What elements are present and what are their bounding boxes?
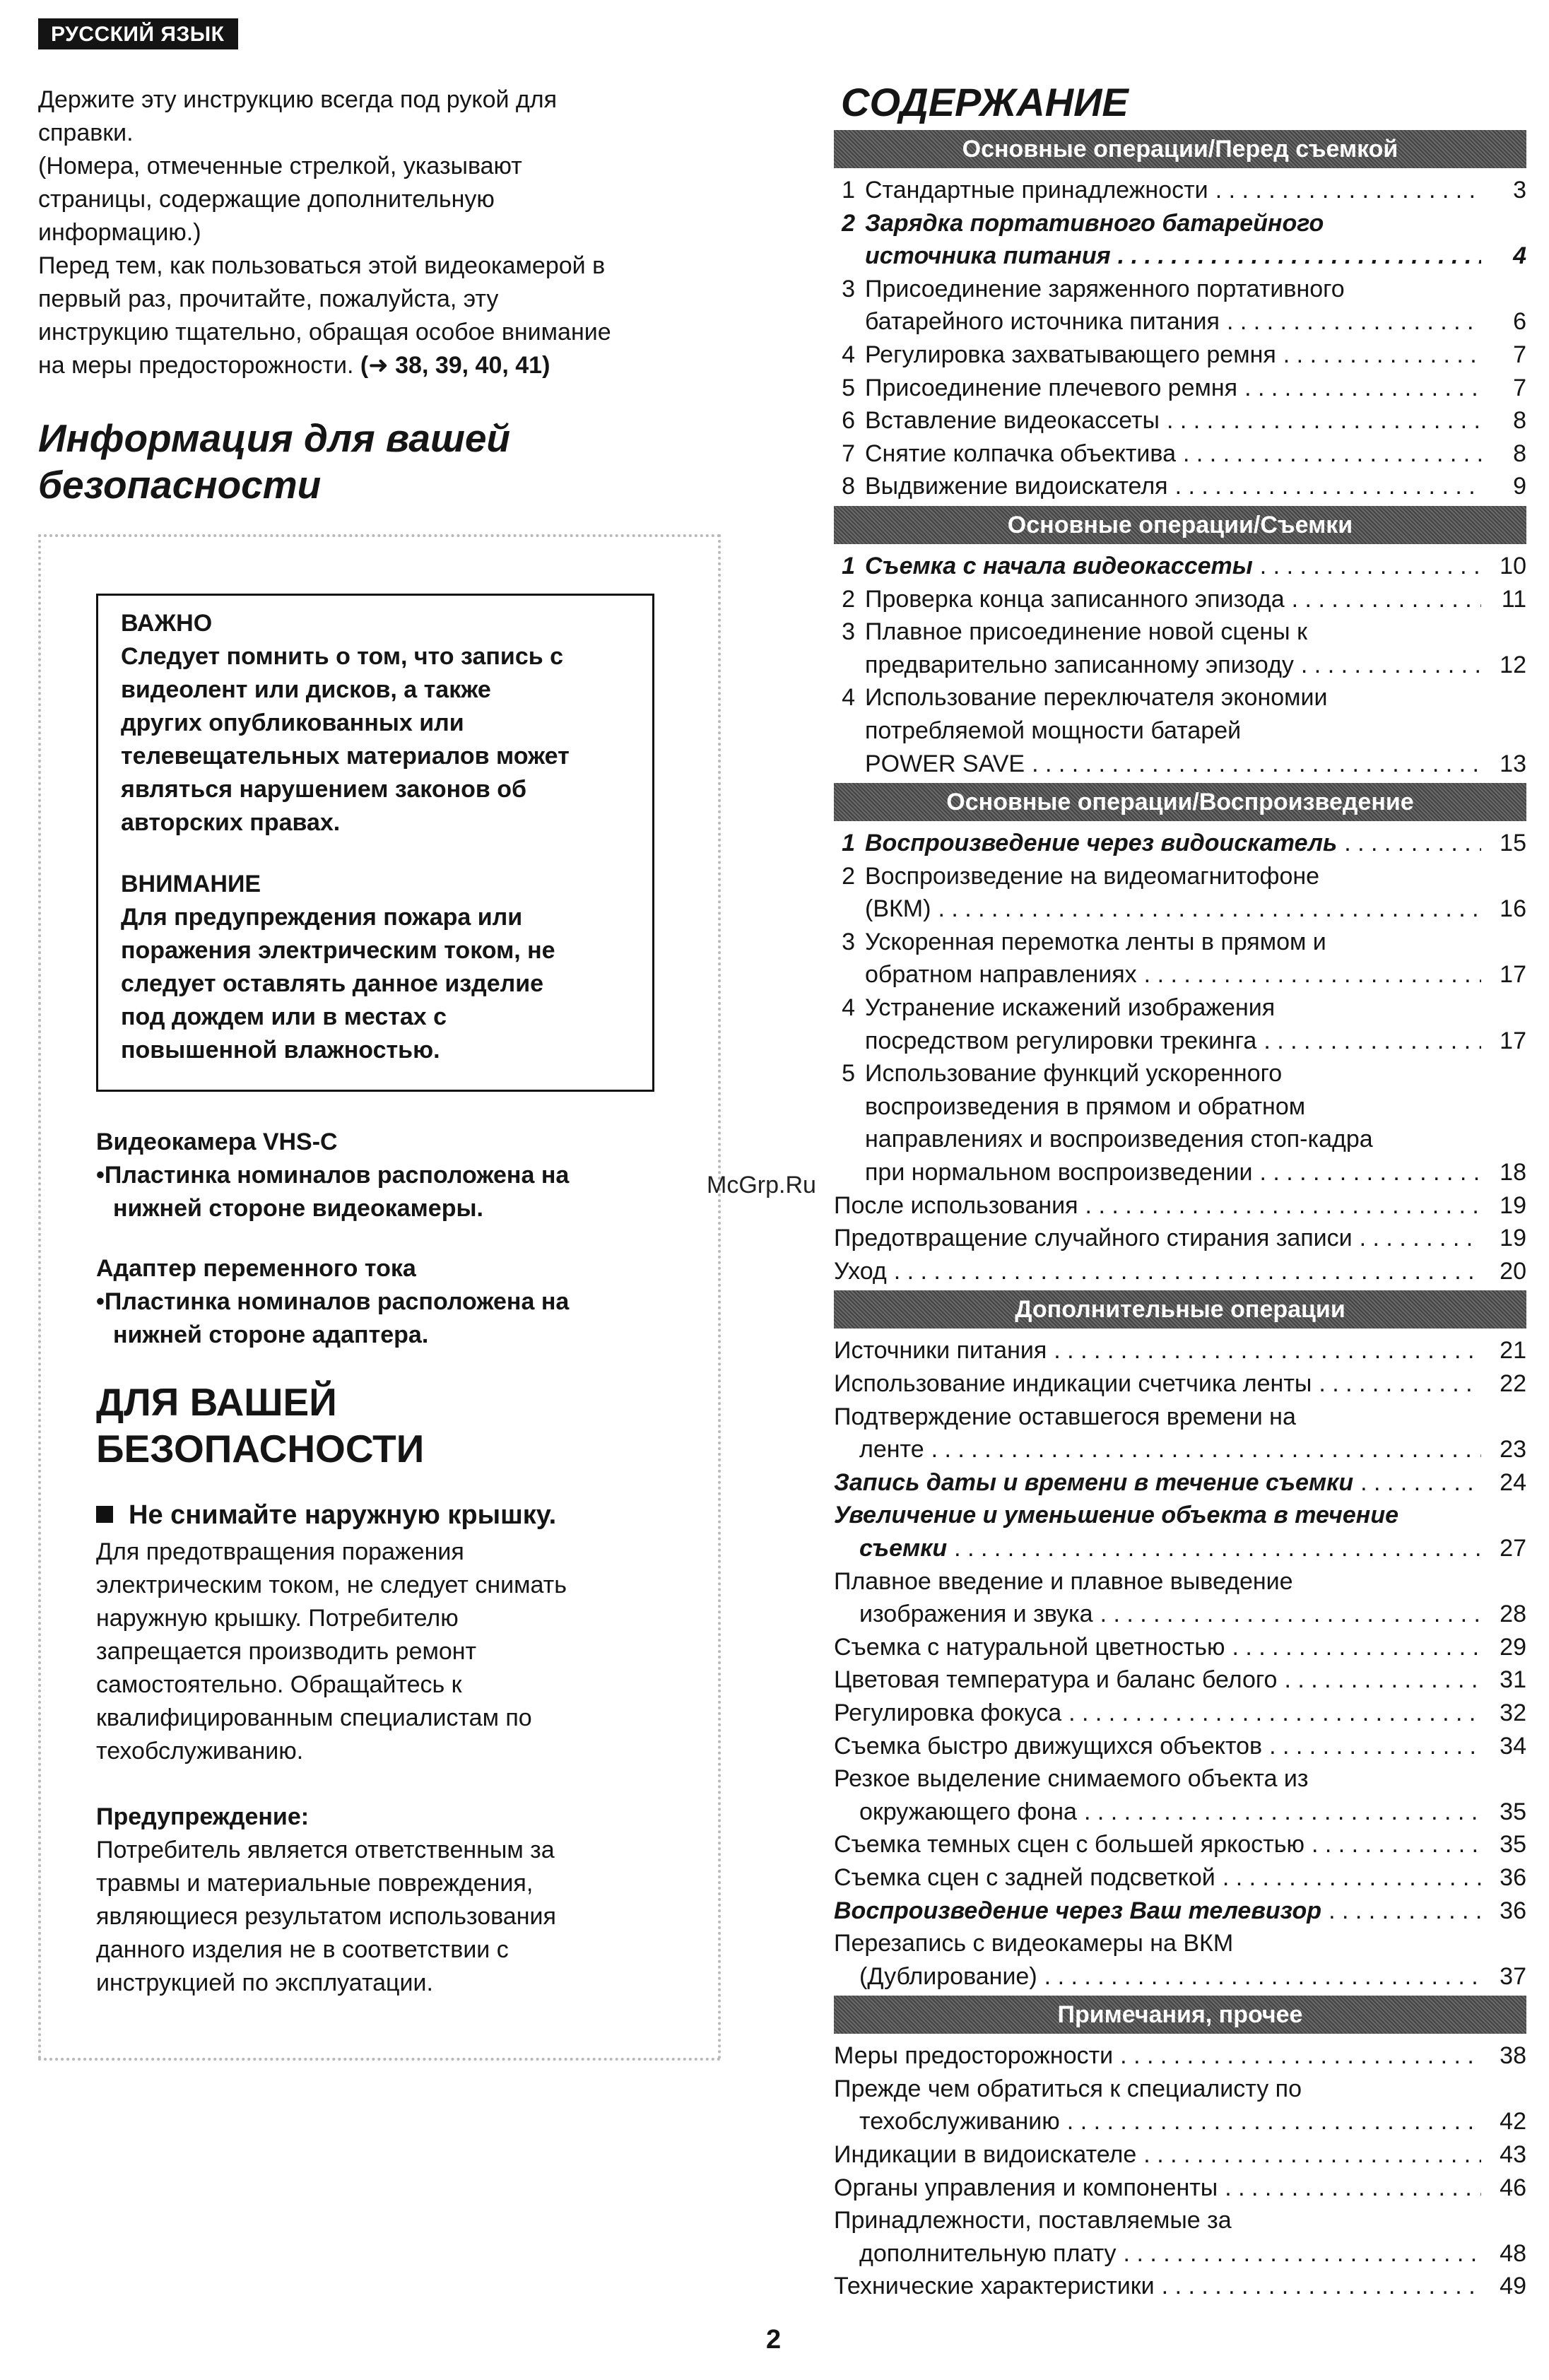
toc-entry[interactable]	[834, 470, 1526, 503]
toc-entry-continued[interactable]	[834, 649, 1526, 682]
toc-entry-text: Цветовая температура и баланс белого	[834, 1666, 1278, 1694]
toc-entry-page: 20	[1500, 1257, 1526, 1285]
toc-entry[interactable]	[834, 2073, 1526, 2106]
adapter-bullet	[96, 1285, 704, 1352]
important-line: авторских правах.	[121, 809, 341, 836]
toc-entry[interactable]	[834, 1762, 1526, 1796]
toc-entry-page: 15	[1500, 830, 1526, 857]
toc-entry-text: Использование индикации счетчика ленты	[834, 1370, 1312, 1397]
toc-entry[interactable]	[834, 437, 1526, 471]
toc-entry-page: 37	[1500, 1962, 1526, 1990]
square-bullet-icon	[96, 1506, 113, 1523]
toc-entry-text: Запись даты и времени в течение съемки	[834, 1468, 1354, 1496]
caution-line: являющиеся результатом использования	[96, 1903, 556, 1930]
toc-entry[interactable]	[834, 926, 1526, 959]
toc-entry-page: 17	[1500, 1027, 1526, 1054]
toc-section-header: Основные операции/Воспроизведение	[834, 783, 1526, 821]
bullet-text: •Пластинка номиналов расположена на	[96, 1288, 570, 1315]
toc-entry-text: Технические характеристики	[834, 2273, 1155, 2300]
toc-entry-page: 49	[1500, 2273, 1526, 2300]
toc-entry-text: Съемка с начала видеокассеты	[865, 552, 1253, 579]
bullet-text: нижней стороне адаптера.	[113, 1321, 429, 1348]
toc-entry[interactable]	[834, 2039, 1526, 2073]
toc-entry-number: 5	[842, 374, 855, 401]
toc-entry-page: 35	[1500, 1831, 1526, 1858]
toc-entry-page: 13	[1500, 750, 1526, 777]
toc-entry-page: 18	[1500, 1159, 1526, 1186]
toc-entry-text: Плавное введение и плавное выведение	[834, 1567, 1293, 1595]
toc-entry-page: 21	[1500, 1337, 1526, 1365]
cover-line: наружную крышку. Потребителю	[96, 1605, 459, 1632]
toc-entry-continued[interactable]	[834, 1156, 1526, 1189]
toc-entry[interactable]	[834, 827, 1526, 860]
toc-entry[interactable]	[834, 860, 1526, 893]
toc-entry-text: Увеличение и уменьшение объекта в течение	[834, 1502, 1398, 1529]
cover-heading-text: Не снимайте наружную крышку.	[129, 1500, 557, 1530]
toc-entry-page: 42	[1500, 2108, 1526, 2135]
toc-entry-text: POWER SAVE	[865, 750, 1025, 777]
cover-heading	[96, 1497, 704, 1533]
toc-entry-text: Воспроизведение через Ваш телевизор	[834, 1897, 1322, 1924]
toc-entry-text: Вставление видеокассеты	[865, 407, 1160, 435]
for-safety-heading	[96, 1379, 704, 1472]
cover-line: электрическим током, не следует снимать	[96, 1572, 567, 1598]
toc-entry-text: Меры предосторожности	[834, 2042, 1114, 2070]
toc-entry-continued[interactable]	[834, 1090, 1526, 1124]
toc-section-header: Примечания, прочее	[834, 1996, 1526, 2034]
toc-entry-number: 6	[842, 407, 855, 435]
toc-entry-number: 8	[842, 473, 855, 500]
toc-entry-text: (ВКМ)	[865, 895, 931, 923]
toc-entry[interactable]	[834, 1663, 1526, 1697]
toc-entry-text: Съемка с натуральной цветностью	[834, 1633, 1225, 1661]
toc-entry-page: 8	[1513, 407, 1526, 435]
cover-line: самостоятельно. Обращайтесь к	[96, 1671, 462, 1698]
important-line: Следует помнить о том, что запись с	[121, 643, 563, 670]
camera-label: Видеокамера VHS-C	[96, 1129, 338, 1155]
toc-entry-number: 5	[842, 1060, 855, 1088]
toc-entry-text: Принадлежности, поставляемые за	[834, 2207, 1232, 2234]
toc-entry-page: 16	[1500, 895, 1526, 923]
toc-entry[interactable]	[834, 1401, 1526, 1434]
toc-entry[interactable]	[834, 991, 1526, 1025]
toc-entry-text: Стандартные принадлежности	[865, 177, 1208, 204]
toc-entry-page: 3	[1513, 177, 1526, 204]
toc-entry-continued[interactable]	[834, 714, 1526, 748]
toc-entry-page: 10	[1500, 552, 1526, 579]
camera-bullet	[96, 1159, 704, 1225]
toc-entry-text: съемки	[859, 1534, 948, 1562]
toc-entry-text: Проверка конца записанного эпизода	[865, 585, 1285, 613]
cover-line: запрещается производить ремонт	[96, 1638, 477, 1665]
toc-entry-continued[interactable]	[834, 1598, 1526, 1631]
toc-entry[interactable]	[834, 681, 1526, 714]
toc-entry-text: Перезапись с видеокамеры на ВКМ	[834, 1930, 1234, 1957]
toc-entry-text: Органы управления и компоненты	[834, 2174, 1218, 2201]
cover-line: техобслуживанию.	[96, 1738, 304, 1765]
toc-entry[interactable]	[834, 2172, 1526, 2205]
toc-entry-text: Съемка сцен с задней подсветкой	[834, 1863, 1215, 1891]
toc-entry-page: 32	[1500, 1699, 1526, 1726]
intro-line: первый раз, прочитайте, пожалуйста, эту	[38, 285, 499, 312]
toc-entry-page: 36	[1500, 1897, 1526, 1924]
toc-entry-text: Индикации в видоискателе	[834, 2141, 1137, 2169]
heading-line: ДЛЯ ВАШЕЙ	[96, 1380, 337, 1424]
page-reference: (➜ 38, 39, 40, 41)	[360, 352, 550, 379]
warning-line: Для предупреждения пожара или	[121, 904, 523, 931]
toc-entry[interactable]	[834, 338, 1526, 372]
table-of-contents	[834, 79, 1526, 2303]
intro-last-line: на меры предосторожности.	[38, 352, 354, 379]
toc-entry[interactable]	[834, 1499, 1526, 1532]
toc-entry-text: Съемка темных сцен с большей яркостью	[834, 1831, 1304, 1858]
toc-entry-page: 38	[1500, 2042, 1526, 2070]
toc-entry-text: при нормальном воспроизведении	[865, 1159, 1253, 1186]
toc-entry-page: 28	[1500, 1601, 1526, 1628]
toc-entry[interactable]	[834, 273, 1526, 306]
toc-entry-number: 4	[842, 994, 855, 1022]
toc-entry[interactable]	[834, 2138, 1526, 2172]
toc-entry-text: посредством регулировки трекинга	[865, 1027, 1257, 1054]
toc-entry[interactable]	[834, 1222, 1526, 1255]
toc-entry-page: 34	[1500, 1732, 1526, 1760]
toc-entry-page: 12	[1500, 651, 1526, 678]
warning-line: поражения электрическим током, не	[121, 937, 555, 964]
toc-entry-number: 3	[842, 275, 855, 302]
caution-line: инструкцией по эксплуатации.	[96, 1969, 433, 1996]
toc-entry-number: 3	[842, 618, 855, 646]
intro-line: инструкцию тщательно, обращая особое внимание	[38, 319, 611, 346]
toc-entry-page: 22	[1500, 1370, 1526, 1397]
important-line: телевещательных материалов может	[121, 743, 570, 770]
cover-line: Для предотвращения поражения	[96, 1538, 464, 1565]
toc-entry[interactable]	[834, 1367, 1526, 1401]
toc-entry-page: 23	[1500, 1436, 1526, 1463]
toc-entry-page: 27	[1500, 1534, 1526, 1562]
toc-section-header: Основные операции/Съемки	[834, 506, 1526, 544]
page-number: 2	[766, 2325, 782, 2355]
toc-entry-number: 2	[842, 585, 855, 613]
toc-entry-page: 29	[1500, 1633, 1526, 1661]
toc-entry-text: Присоединение плечевого ремня	[865, 374, 1238, 401]
toc-entry-text: Присоединение заряженного портативного	[865, 275, 1345, 302]
toc-entry-text: После использования	[834, 1191, 1078, 1219]
toc-entry-text: Устранение искажений изображения	[865, 994, 1276, 1022]
toc-entry-text: Съемка быстро движущихся объектов	[834, 1732, 1263, 1760]
toc-section-header: Дополнительные операции	[834, 1290, 1526, 1329]
toc-entry-page: 36	[1500, 1863, 1526, 1891]
toc-entry-text: Прежде чем обратиться к специалисту по	[834, 2075, 1302, 2102]
toc-entry-text: изображения и звука	[859, 1601, 1093, 1628]
toc-entry-page: 31	[1500, 1666, 1526, 1694]
toc-entry-text: источника питания	[865, 242, 1111, 270]
toc-entry-text: Воспроизведение на видеомагнитофоне	[865, 862, 1320, 890]
toc-entry[interactable]	[834, 1730, 1526, 1763]
toc-entry-page: 35	[1500, 1798, 1526, 1825]
toc-entry-text: Зарядка портативного батарейного	[865, 209, 1324, 237]
toc-entry[interactable]	[834, 1334, 1526, 1367]
toc-entry-continued[interactable]	[834, 748, 1526, 781]
important-heading: ВАЖНО	[121, 610, 213, 637]
caution-heading: Предупреждение:	[96, 1803, 310, 1830]
toc-entry[interactable]	[834, 1828, 1526, 1861]
toc-entry-page: 19	[1500, 1191, 1526, 1219]
toc-entry-text: ленте	[859, 1436, 924, 1463]
toc-entry-continued[interactable]	[834, 892, 1526, 926]
warning-line: повышенной влажностью.	[121, 1037, 440, 1064]
safety-title-line: безопасности	[38, 463, 322, 507]
toc-entry-page: 46	[1500, 2174, 1526, 2201]
toc-entry-text: Воспроизведение через видоискатель	[865, 830, 1338, 857]
toc-entry-text: дополнительную плату	[859, 2239, 1117, 2267]
toc-entry[interactable]	[834, 583, 1526, 616]
toc-entry-continued[interactable]	[834, 1433, 1526, 1466]
toc-entry-text: Снятие колпачка объектива	[865, 440, 1177, 467]
toc-entry-page: 4	[1513, 242, 1526, 270]
toc-entry-text: Плавное присоединение новой сцены к	[865, 618, 1307, 646]
toc-entry-continued[interactable]	[834, 1532, 1526, 1565]
toc-entry-number: 3	[842, 928, 855, 955]
toc-entry-page: 9	[1513, 473, 1526, 500]
toc-section-header: Основные операции/Перед съемкой	[834, 130, 1526, 168]
bullet-text: •Пластинка номиналов расположена на	[96, 1162, 570, 1189]
toc-entry-page: 8	[1513, 440, 1526, 467]
toc-entry-number: 2	[842, 209, 855, 237]
toc-entry-page: 19	[1500, 1225, 1526, 1252]
toc-entry[interactable]	[834, 372, 1526, 405]
toc-entry[interactable]	[834, 1631, 1526, 1664]
safety-title-line: Информация для вашей	[38, 416, 511, 460]
toc-entry-continued[interactable]	[834, 1025, 1526, 1058]
heading-line: БЕЗОПАСНОСТИ	[96, 1427, 425, 1471]
important-line: видеолент или дисков, а также	[121, 676, 491, 703]
toc-entry-number: 1	[842, 830, 855, 857]
toc-entry-text: окружающего фона	[859, 1798, 1077, 1825]
toc-entry-number: 1	[842, 177, 855, 204]
bullet-text: нижней стороне видеокамеры.	[113, 1195, 483, 1222]
toc-entry-text: техобслуживанию	[859, 2108, 1060, 2135]
toc-entry[interactable]	[834, 1927, 1526, 1960]
toc-entry-page: 43	[1500, 2141, 1526, 2169]
toc-entry[interactable]	[834, 1189, 1526, 1223]
warning-line: следует оставлять данное изделие	[121, 970, 544, 997]
toc-entry-continued[interactable]	[834, 305, 1526, 338]
toc-entry-page: 24	[1500, 1468, 1526, 1496]
toc-entry-page: 48	[1500, 2239, 1526, 2267]
toc-entry[interactable]	[834, 404, 1526, 437]
intro-line: страницы, содержащие дополнительную	[38, 186, 495, 213]
toc-entry-text: Ускоренная перемотка ленты в прямом и	[865, 928, 1326, 955]
toc-entry[interactable]	[834, 615, 1526, 649]
toc-entry-page: 7	[1513, 341, 1526, 368]
toc-entry-number: 4	[842, 341, 855, 368]
toc-entry-text: Регулировка фокуса	[834, 1699, 1062, 1726]
toc-entry[interactable]	[834, 550, 1526, 583]
toc-entry-text: Резкое выделение снимаемого объекта из	[834, 1765, 1309, 1793]
caution-line: Потребитель является ответственным за	[96, 1837, 555, 1863]
toc-entry[interactable]	[834, 2270, 1526, 2303]
toc-entry-continued[interactable]	[834, 958, 1526, 991]
toc-entry-text: Подтверждение оставшегося времени на	[834, 1403, 1296, 1430]
intro-line	[38, 349, 709, 382]
toc-entry-text: Выдвижение видоискателя	[865, 473, 1168, 500]
toc-entry-continued[interactable]	[834, 1960, 1526, 1993]
toc-entry-page: 11	[1501, 585, 1526, 613]
toc-entry[interactable]	[834, 207, 1526, 240]
toc-entry[interactable]	[834, 1861, 1526, 1895]
toc-entry-number: 1	[842, 552, 855, 579]
toc-entry-text: обратном направлениях	[865, 961, 1137, 989]
toc-entry-text: потребляемой мощности батарей	[865, 717, 1242, 744]
toc-entry-continued[interactable]	[834, 240, 1526, 273]
toc-entry-text: воспроизведения в прямом и обратном	[865, 1092, 1306, 1120]
toc-entry[interactable]	[834, 1895, 1526, 1928]
toc-entry-text: направлениях и воспроизведения стоп-кадра	[865, 1126, 1373, 1153]
toc-entry-text: Предотвращение случайного стирания записи	[834, 1225, 1353, 1252]
toc-entry[interactable]	[834, 174, 1526, 207]
toc-title: СОДЕРЖАНИЕ	[841, 80, 1129, 124]
toc-entry-text: Использование переключателя экономии	[865, 684, 1328, 712]
toc-entry-continued[interactable]	[834, 2105, 1526, 2138]
toc-entry-continued[interactable]	[834, 2237, 1526, 2270]
intro-line: справки.	[38, 119, 134, 146]
toc-entry[interactable]	[834, 1565, 1526, 1598]
important-notice-box	[96, 594, 654, 1092]
watermark: McGrp.Ru	[707, 1172, 816, 1198]
safety-info-title	[38, 415, 709, 508]
caution-line: данного изделия не в соответствии с	[96, 1936, 509, 1963]
intro-line: (Номера, отмеченные стрелкой, указывают	[38, 153, 522, 179]
toc-entry-text: Источники питания	[834, 1337, 1047, 1365]
toc-entry-number: 4	[842, 684, 855, 712]
toc-entry-number: 7	[842, 440, 855, 467]
intro-line: Держите эту инструкцию всегда под рукой для	[38, 86, 558, 113]
language-label: РУССКИЙ ЯЗЫК	[38, 18, 238, 49]
intro-line: информацию.)	[38, 219, 201, 246]
toc-entry[interactable]	[834, 1057, 1526, 1090]
toc-entry-page: 6	[1513, 308, 1526, 336]
toc-entry-page: 7	[1513, 374, 1526, 401]
toc-entry-text: Регулировка захватывающего ремня	[865, 341, 1276, 368]
safety-details	[96, 1126, 704, 2000]
warning-line: под дождем или в местах с	[121, 1003, 447, 1030]
intro-line: Перед тем, как пользоваться этой видеокамерой в	[38, 252, 606, 279]
intro-column	[38, 83, 709, 508]
toc-entry-continued[interactable]	[834, 1796, 1526, 1829]
toc-entry-text: батарейного источника питания	[865, 308, 1220, 336]
caution-line: травмы и материальные повреждения,	[96, 1870, 534, 1897]
toc-entry-text: (Дублирование)	[859, 1962, 1037, 1990]
toc-entry-text: предварительно записанному эпизоду	[865, 651, 1294, 678]
toc-entry-number: 2	[842, 862, 855, 890]
important-line: являться нарушением законов об	[121, 776, 527, 803]
toc-entry[interactable]	[834, 2204, 1526, 2237]
warning-heading: ВНИМАНИЕ	[121, 871, 261, 897]
toc-entry-page: 17	[1500, 961, 1526, 989]
toc-entry-continued[interactable]	[834, 1123, 1526, 1156]
adapter-label: Адаптер переменного тока	[96, 1255, 416, 1282]
toc-entry[interactable]	[834, 1255, 1526, 1288]
toc-entry[interactable]	[834, 1697, 1526, 1730]
toc-entry-text: Уход	[834, 1257, 887, 1285]
toc-entry[interactable]	[834, 1466, 1526, 1500]
cover-line: квалифицированным специалистам по	[96, 1704, 532, 1731]
toc-entry-text: Использование функций ускоренного	[865, 1060, 1283, 1088]
important-line: других опубликованных или	[121, 709, 464, 736]
